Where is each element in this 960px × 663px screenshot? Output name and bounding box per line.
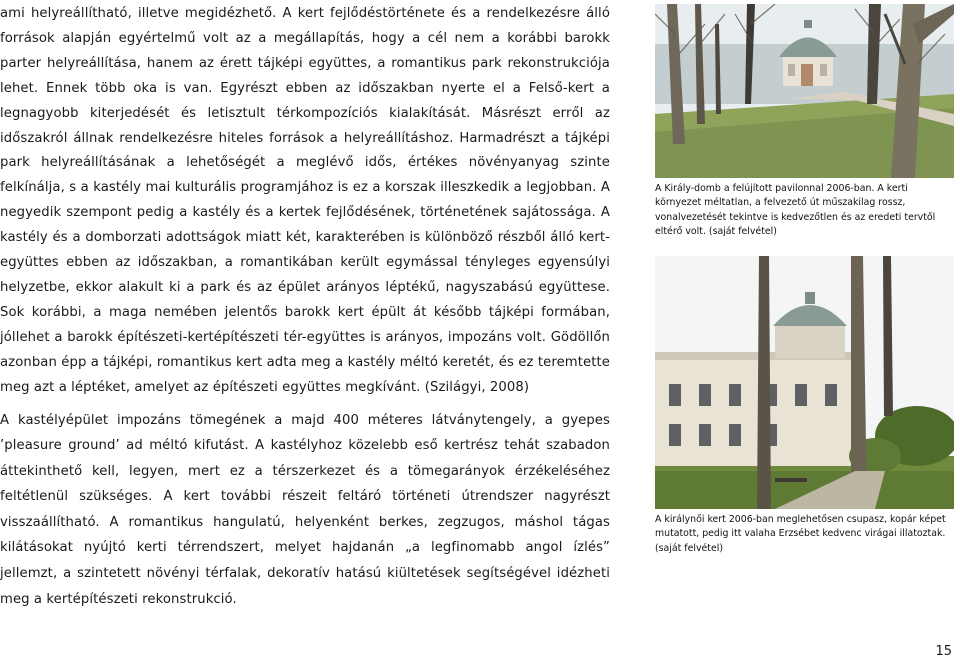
photo-queen-garden <box>655 256 954 509</box>
figure-caption: A királynői kert 2006-ban meglehetősen csupasz, kopár képet mutatott, pedig itt valaha Erzsébet kedvenc virágai illatoztak. (saját felvétel) <box>655 514 946 554</box>
page-number: 15 <box>935 644 952 659</box>
paragraph: A kastélyépület impozáns tömegének a majd 400 méteres látványtengely, a gyepes ’pleasure ground’ ad méltó kifutást. A kastélyhoz közelebb eső kertrész tehát szabadon áttekinthető kell, legyen, mert ez a térszerkezet és a tömegarányok érzékeléséhez feltétlenül szükséges. A kert további részeit feltáró történeti útrendszer nagyrészt visszaállítható. A romantikus hangulatú, helyenként berkes, zegzugos, máshol tágas kilátásokat nyújtó kerti térrendszert, melyet hajdanán „a legfinomabb angol ízlés” jellemzt, a szintetett növényi térfalak, dekoratív hatású kiültetések segítségével idézheti meg a kertépítészeti rekonstrukció. <box>0 412 610 607</box>
figure-pavilion <box>655 4 954 240</box>
photo-pavilion <box>655 4 954 178</box>
body-text <box>0 2 610 612</box>
queen-garden-photo-image <box>655 256 954 509</box>
figure-queen-garden <box>655 256 954 556</box>
pavilion-photo-image <box>655 4 954 178</box>
figure-caption: A Király-domb a felújított pavilonnal 2006-ban. A kerti környezet méltatlan, a felvezető út műszakilag rossz, vonalvezetését tekintve is kedvezőtlen és az eredeti tervtől eltérő volt. (saját felvétel) <box>655 183 936 238</box>
paragraph: ami helyreállítható, illetve megidézhető. A kert fejlődéstörténete és a rendelkezésre álló források alapján egyértelmű volt az a megállapítás, hogy a cél nem a korábbi barokk parter helyreállítása, hanem az érett tájképi együttes, a romantikus park rekonstrukciója lehet. Ennek több oka is van. Egyrészt ebben az időszakban nyerte el a Felső-kert a legnagyobb kiterjedését és letisztult térkompozíciós kialakítását. Másrészt erről az időszakról állnak rendelkezésre hiteles források a helyreállításhoz. Harmadrészt a tájképi park helyreállításának a lehetőségét a meglévő idős, értékes növényanyag szinte felkínálja, s a kastély mai kulturális programjához is ez a korszak illeszkedik a legjobban. A negyedik szempont pedig a kastély és a kertek fejlődésének, történetének sajátossága. A kastély és a domborzati adottságok miatt két, karakterében is különböző részből álló kert-együttes ebben az időszakban, a romantikában került egymással tényleges egyensúlyi helyzetbe, ekkor alakult ki a park és az épület arányos léptékű, nagyszabású együttese. Sok korábbi, a maga nemében jelentős barokk kert épült át később tájképi formában, jóllehet a barokk építészeti-kertépítészeti tér-együttes is arányos, impozáns volt. Gödöllőn azonban épp a tájképi, romantikus kert adta meg a kastély méltó keretét, és ez teremtette meg azt a léptéket, amelyet az építészeti együttes megkívánt. (Szilágyi, 2008) <box>0 6 610 395</box>
